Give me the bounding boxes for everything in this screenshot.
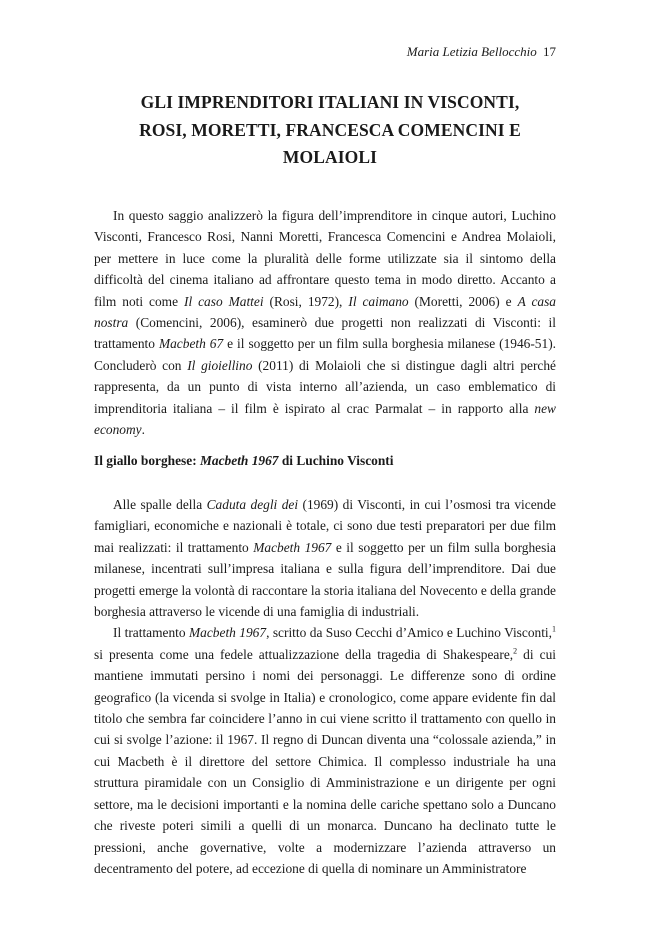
- film-title: Macbeth 1967: [189, 625, 267, 641]
- intro-section: [94, 205, 556, 440]
- section-body: [94, 494, 556, 879]
- body-paragraph: Il trattamento Macbeth 1967, scritto da Suso Cecchi d’Amico e Luchino Visconti,$^1$ si presenta come una fedele attualizzazione della tragedia di Shakespeare,$^2$ di cui mantiene immutati persino i nomi dei personaggi. Le differenze sono di ordine geografico (la vicenda si svolge in Italia) e cronologico, come appare evidente fin dal titolo che sembra far coincidere l’anno in cui viene scritto il trattamento con quello in cui si svolge l’azione: il 1967. Il regno di Duncan diventa una “colossale azienda,” in cui Macbeth è il direttore del settore Chimica. Il complesso industriale ha una struttura piramidale con un Consiglio di Amministrazione e un dirigente per ogni settore, ma le decisioni importanti e la nomina delle cariche spettano solo a Duncano che riveste poteri simili a quelli di un monarca. Duncano ha declinato tutte le pressioni, anche governative, volte a modernizzare l’azienda attraverso un decentramento del potere, ad eccezione di quella di nominare un Amministratore: [94, 624, 557, 876]
- header-author: Maria Letizia Bellocchio: [406, 44, 537, 59]
- title-line-2: ROSI, MORETTI, FRANCESCA COMENCINI E: [139, 119, 521, 140]
- title-line-1: GLI IMPRENDITORI ITALIANI IN VISCONTI,: [140, 92, 520, 112]
- body-paragraph: Alle spalle della Caduta degli dei (1969) di Visconti, in cui l’osmosi tra vicende famigliari, economiche e nazionali è totale, ci sono due testi preparatori per due film mai realizzati: il trattamento Macbeth 1967 e il soggetto per un film sulla borghesia milanese, incentrati sull’impresa italiana e sulla figura dell’imprenditore. Dai due progetti emerge la volontà di raccontare la storia italiana del Novecento e della grande borghesia attraverso le vicende di una famiglia di industriali.: [94, 497, 556, 620]
- film-title: Macbeth 1967: [253, 539, 332, 555]
- film-title: Il gioiellino: [187, 357, 253, 373]
- film-title: Macbeth 67: [158, 336, 224, 352]
- film-title: A casa nostra: [94, 293, 556, 331]
- film-title: Il caimano: [348, 293, 409, 309]
- section-heading: Il giallo borghese: Macbeth 1967 di Luchino Visconti: [94, 453, 394, 468]
- film-title: Il caso Mattei: [183, 293, 264, 309]
- film-title: Caduta degli dei: [206, 497, 299, 512]
- footnote-marker[interactable]: 2: [513, 646, 518, 656]
- title-line-3: MOLAIOLI: [282, 147, 378, 167]
- italic-term: new economy: [94, 400, 556, 438]
- chapter-title: [96, 89, 564, 172]
- running-header: [407, 44, 556, 60]
- page-number: 17: [543, 44, 556, 59]
- intro-paragraph: In questo saggio analizzerò la figura dell’imprenditore in cinque autori, Luchino Visconti, Francesco Rosi, Nanni Moretti, Francesca Comencini e Andrea Molaioli, per mettere in luce come la pluralità delle forme utilizzate sia il sintomo della difficoltà del cinema italiano ad affrontare questo tema in modo diretto. Accanto a film noti come Il caso Mattei (Rosi, 1972), Il caimano (Moretti, 2006) e A casa nostra (Comencini, 2006), esaminerò due progetti non realizzati di Visconti: il trattamento Macbeth 67 e il soggetto per un film sulla borghesia milanese (1946-51). Concluderò con Il gioiellino (2011) di Molaioli che si distingue dagli altri perché rappresenta, da un punto di vista interno all’azienda, un caso emblematico di imprenditoria italiana – il film è ispirato al crac Parmalat – in rapporto alla new economy.: [94, 208, 557, 438]
- footnote-marker[interactable]: 1: [552, 624, 557, 634]
- section-heading-italic: Macbeth 1967: [200, 453, 279, 468]
